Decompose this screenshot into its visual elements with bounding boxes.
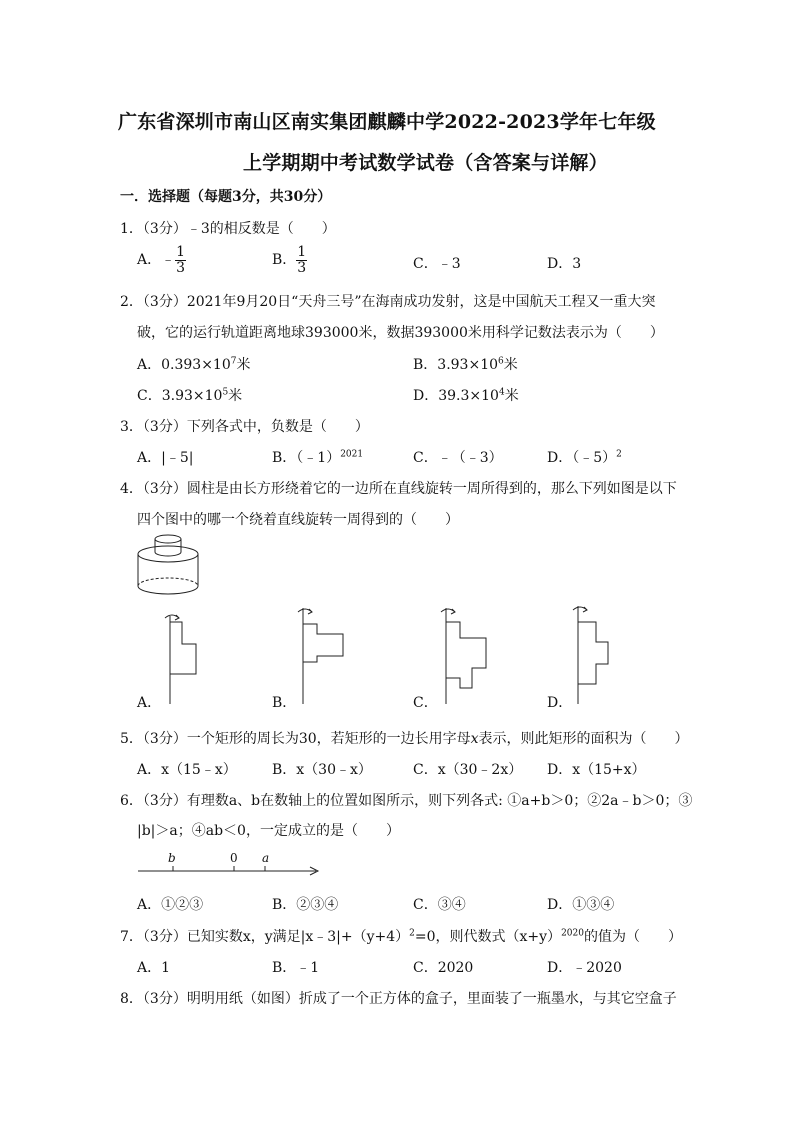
question-2-option-a	[137, 354, 250, 374]
number-line-label-b: b	[168, 851, 176, 865]
question-7-stem	[120, 926, 682, 946]
q1-a-numerator: 1	[176, 244, 186, 260]
q4-figure-b	[293, 604, 353, 707]
q5-stem-variable: x	[470, 731, 479, 747]
question-4-option-d: D．	[547, 695, 573, 711]
q2-c-exponent: 5	[222, 387, 229, 398]
question-2-line2: 破，它的运行轨道距离地球393000米，数据393000米用科学记数法表示为（ ）	[137, 325, 664, 341]
question-4-option-b: B．	[272, 695, 297, 711]
question-4-option-c: C．	[413, 695, 438, 711]
question-5-stem	[120, 728, 689, 748]
q5-stem-pre: 5．（3分）一个矩形的周长为30，若矩形的一边长用字母	[120, 731, 471, 747]
question-3-option-b	[272, 447, 363, 467]
q2-a-unit: 米	[236, 357, 251, 373]
q3-d-base: D．（﹣5）	[547, 450, 617, 466]
question-5-option-d: D．x（15+x）	[547, 762, 646, 778]
question-1-option-c: C．﹣3	[413, 256, 461, 272]
q2-c-unit: 米	[228, 388, 243, 404]
q7-stem-post: 的值为（ ）	[583, 929, 682, 945]
question-1-option-d: D．3	[547, 256, 582, 272]
question-3-option-a: A．|﹣5|	[137, 450, 194, 466]
question-5-option-a: A．x（15﹣x）	[137, 762, 237, 778]
q2-c-base: C．3.93×10	[137, 388, 223, 404]
exam-title-line1: 广东省深圳市南山区南实集团麒麟中学2022-2023学年七年级	[118, 111, 656, 133]
q1-option-a-prefix: A．﹣	[137, 252, 176, 268]
question-5-option-b: B．x（30﹣x）	[272, 762, 372, 778]
q1-b-denominator: 3	[297, 260, 307, 276]
q1-option-a-fraction	[175, 245, 186, 275]
q1-b-numerator: 1	[297, 244, 307, 260]
question-2-option-b	[413, 354, 518, 374]
q7-exponent-2: 2020	[561, 928, 584, 939]
q2-b-exponent: 6	[498, 356, 504, 367]
question-6-option-a: A．①②③	[137, 897, 204, 913]
q2-d-exponent: 4	[498, 387, 505, 398]
question-3-option-c: C．﹣（﹣3）	[413, 450, 503, 466]
q3-b-base: B．（﹣1）	[272, 450, 341, 466]
question-6-line2: |b|＞a；④ab＜0，一定成立的是（ ）	[137, 823, 400, 839]
q4-figure-c	[434, 604, 494, 707]
q7-stem-pre: 7．（3分）已知实数x，y满足|x﹣3|+（y+4）	[120, 929, 410, 945]
question-6-option-c: C．③④	[413, 897, 466, 913]
question-4-line2: 四个图中的哪一个绕着直线旋转一周得到的（ ）	[137, 512, 459, 528]
q2-b-base: B．3.93×10	[413, 357, 499, 373]
q3-b-exponent: 2021	[340, 449, 364, 460]
q5-stem-post: 表示，则此矩形的面积为（ ）	[478, 731, 689, 747]
q1-option-b-prefix: B．	[272, 252, 297, 268]
q4-figure-d	[568, 602, 618, 707]
section-heading: 一．选择题（每题3分，共30分）	[120, 189, 332, 205]
question-4-line1: 4．（3分）圆柱是由长方形绕着它的一边所在直线旋转一周所得到的，那么下列如图是以下	[120, 481, 677, 497]
q4-figure-a	[160, 612, 205, 707]
question-7-option-d: D．﹣2020	[547, 960, 622, 976]
q2-a-base: A．0.393×10	[137, 357, 231, 373]
q2-a-exponent: 7	[230, 356, 237, 367]
question-2-line1: 2．（3分）2021年9月20日“天舟三号”在海南成功发射，这是中国航天工程又一重大突	[120, 294, 656, 310]
question-6-option-b: B．②③④	[272, 897, 339, 913]
exam-title-line2: 上学期期中考试数学试卷（含答案与详解）	[243, 152, 608, 174]
question-7-option-c: C．2020	[413, 960, 474, 976]
question-3-stem: 3．（3分）下列各式中，负数是（ ）	[120, 419, 369, 435]
question-6-option-d: D．①③④	[547, 897, 615, 913]
q1-a-denominator: 3	[176, 260, 186, 276]
question-5-option-c: C．x（30﹣2x）	[413, 762, 523, 778]
question-2-option-c	[137, 385, 242, 405]
q2-d-base: D．39.3×10	[413, 388, 499, 404]
q2-d-unit: 米	[504, 388, 519, 404]
question-6-line1: 6．（3分）有理数a、b在数轴上的位置如图所示，则下列各式: ①a+b＞0；②2a﹣b＞0；③	[120, 793, 693, 809]
question-1-option-a	[137, 245, 186, 275]
question-8-line1: 8．（3分）明明用纸（如图）折成了一个正方体的盒子，里面装了一瓶墨水，与其它空盒子	[120, 991, 677, 1007]
question-1-stem: 1．（3分）﹣3的相反数是（ ）	[120, 221, 336, 237]
question-1-option-b	[272, 245, 307, 275]
q7-stem-mid: =0，则代数式（x+y）	[414, 929, 562, 945]
number-line-label-zero: 0	[230, 851, 238, 865]
q2-b-unit: 米	[503, 357, 518, 373]
question-7-option-b: B．﹣1	[272, 960, 320, 976]
question-4-option-a: A．	[137, 695, 162, 711]
stacked-cylinder-figure	[132, 532, 204, 600]
q3-d-exponent: 2	[616, 449, 622, 460]
question-3-option-d	[547, 447, 622, 467]
number-line-label-a: a	[262, 851, 270, 865]
question-7-option-a: A．1	[137, 960, 171, 976]
q1-option-b-fraction	[296, 245, 307, 275]
q7-exponent-1: 2	[409, 928, 415, 939]
question-2-option-d	[413, 385, 519, 405]
